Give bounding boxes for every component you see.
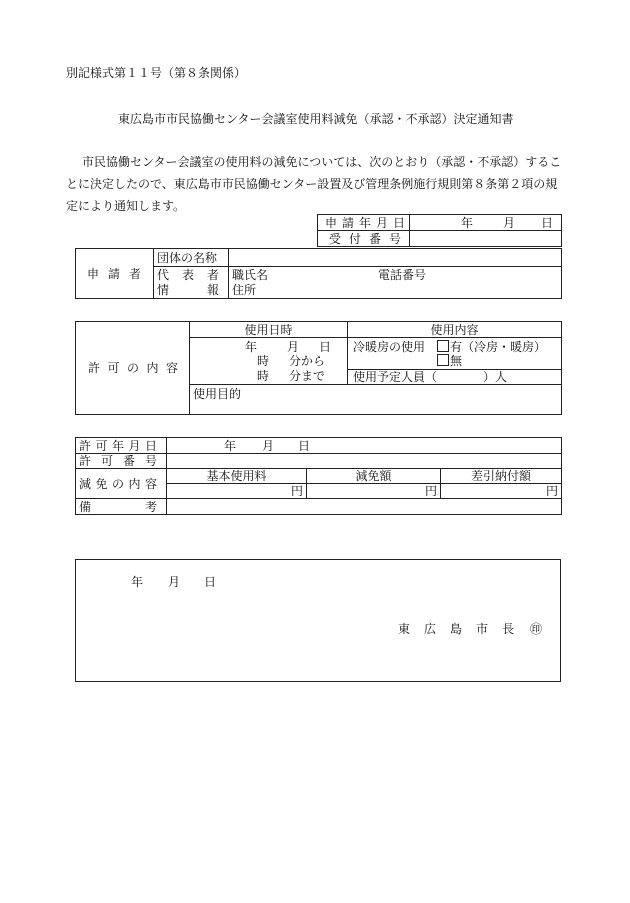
use-details-header: 使用内容: [348, 322, 562, 338]
end-hour: 時: [257, 369, 270, 383]
net-payment-header: 差引納付額: [441, 469, 562, 484]
permit-date-day: 日: [298, 438, 311, 453]
permit-date-year: 年: [224, 438, 237, 453]
org-name-label: 団体の名称: [154, 249, 229, 267]
phone-label: 電話番号: [378, 267, 427, 282]
application-date-year: 年: [461, 215, 474, 230]
job-name-label: 職氏名: [232, 267, 269, 282]
use-date-year: 年: [245, 340, 258, 354]
mayor-signature: 東広島市長: [398, 622, 529, 636]
net-payment-field[interactable]: 円: [441, 484, 562, 499]
start-hour: 時: [257, 354, 270, 368]
application-date-field[interactable]: [410, 215, 562, 231]
attendees-unit: ）人: [483, 370, 508, 384]
end-minute: 分まで: [289, 369, 326, 383]
attendees-label: 使用予定人員（: [353, 370, 438, 384]
aircon-no-option[interactable]: [437, 354, 462, 368]
representative-label: 代 表 者: [154, 267, 229, 283]
receipt-number-field[interactable]: [410, 231, 562, 247]
exemption-amount-field[interactable]: 円: [307, 484, 441, 499]
permit-number-field[interactable]: [167, 454, 562, 469]
representative-name-phone-field[interactable]: [229, 267, 562, 283]
use-datetime-field[interactable]: [190, 338, 348, 385]
attendees-field[interactable]: [348, 370, 562, 385]
use-date-day: 日: [319, 340, 332, 354]
address-label: 住所: [232, 283, 257, 298]
start-minute: 分から: [289, 354, 326, 368]
permit-date-field[interactable]: [167, 438, 562, 454]
remarks-label: 備 考: [76, 499, 167, 515]
permit-date-month: 月: [262, 438, 275, 453]
purpose-field[interactable]: [190, 385, 562, 415]
basic-fee-header: 基本使用料: [167, 469, 307, 484]
seal-mark: ㊞: [530, 622, 543, 636]
aircon-yes-checkbox[interactable]: [437, 340, 449, 352]
address-field[interactable]: [229, 283, 562, 299]
basic-fee-field[interactable]: 円: [167, 484, 307, 499]
aircon-field: [348, 338, 562, 370]
notice-year: 年: [131, 575, 144, 589]
aircon-yes-option[interactable]: [437, 340, 546, 354]
permit-number-label: 許 可 番 号: [76, 454, 167, 469]
aircon-no-checkbox[interactable]: [437, 354, 449, 366]
notice-month: 月: [168, 575, 181, 589]
permission-table: [75, 321, 562, 415]
application-info-table: [317, 214, 562, 247]
body-text-line-1: 市民協働センター会議室の使用料の減免については、次のとおり（承認・不承認）するこ: [82, 155, 562, 169]
notice-day: 日: [204, 575, 217, 589]
representative-info-label: 情 報: [154, 283, 229, 299]
exemption-label: 減 免 の 内 容: [76, 469, 167, 499]
body-text-line-2: とに決定したので、東広島市市民協働センター設置及び管理条例施行規則第８条第２項の規: [66, 177, 558, 191]
fee-table: [75, 437, 562, 515]
purpose-label: 使用目的: [193, 387, 242, 401]
application-date-month: 月: [503, 215, 516, 230]
application-date-label: 申 請 年 月 日: [318, 215, 410, 231]
permit-date-label: 許 可 年 月 日: [76, 438, 167, 454]
use-date-month: 月: [287, 340, 300, 354]
exemption-amount-header: 減免額: [307, 469, 441, 484]
notice-box: [75, 559, 561, 682]
body-text-line-3: 定により通知します。: [66, 199, 186, 213]
applicant-table: [75, 248, 562, 299]
document-title: 東広島市市民協働センター会議室使用料減免（承認・不承認）決定通知書: [118, 112, 514, 126]
org-name-field[interactable]: [229, 249, 562, 267]
permission-section-label: 許 可 の 内 容: [76, 322, 190, 415]
receipt-number-label: 受 付 番 号: [318, 231, 410, 247]
aircon-no-label: 無: [450, 354, 463, 368]
use-datetime-header: 使用日時: [190, 322, 348, 338]
aircon-label: 冷暖房の使用: [353, 340, 426, 354]
application-date-day: 日: [541, 215, 554, 230]
applicant-section-label: 申 請 者: [76, 249, 154, 299]
remarks-field[interactable]: [167, 499, 562, 515]
aircon-yes-label: 有（冷房・暖房）: [450, 340, 547, 354]
form-number: 別記様式第１１号（第８条関係）: [66, 66, 247, 80]
